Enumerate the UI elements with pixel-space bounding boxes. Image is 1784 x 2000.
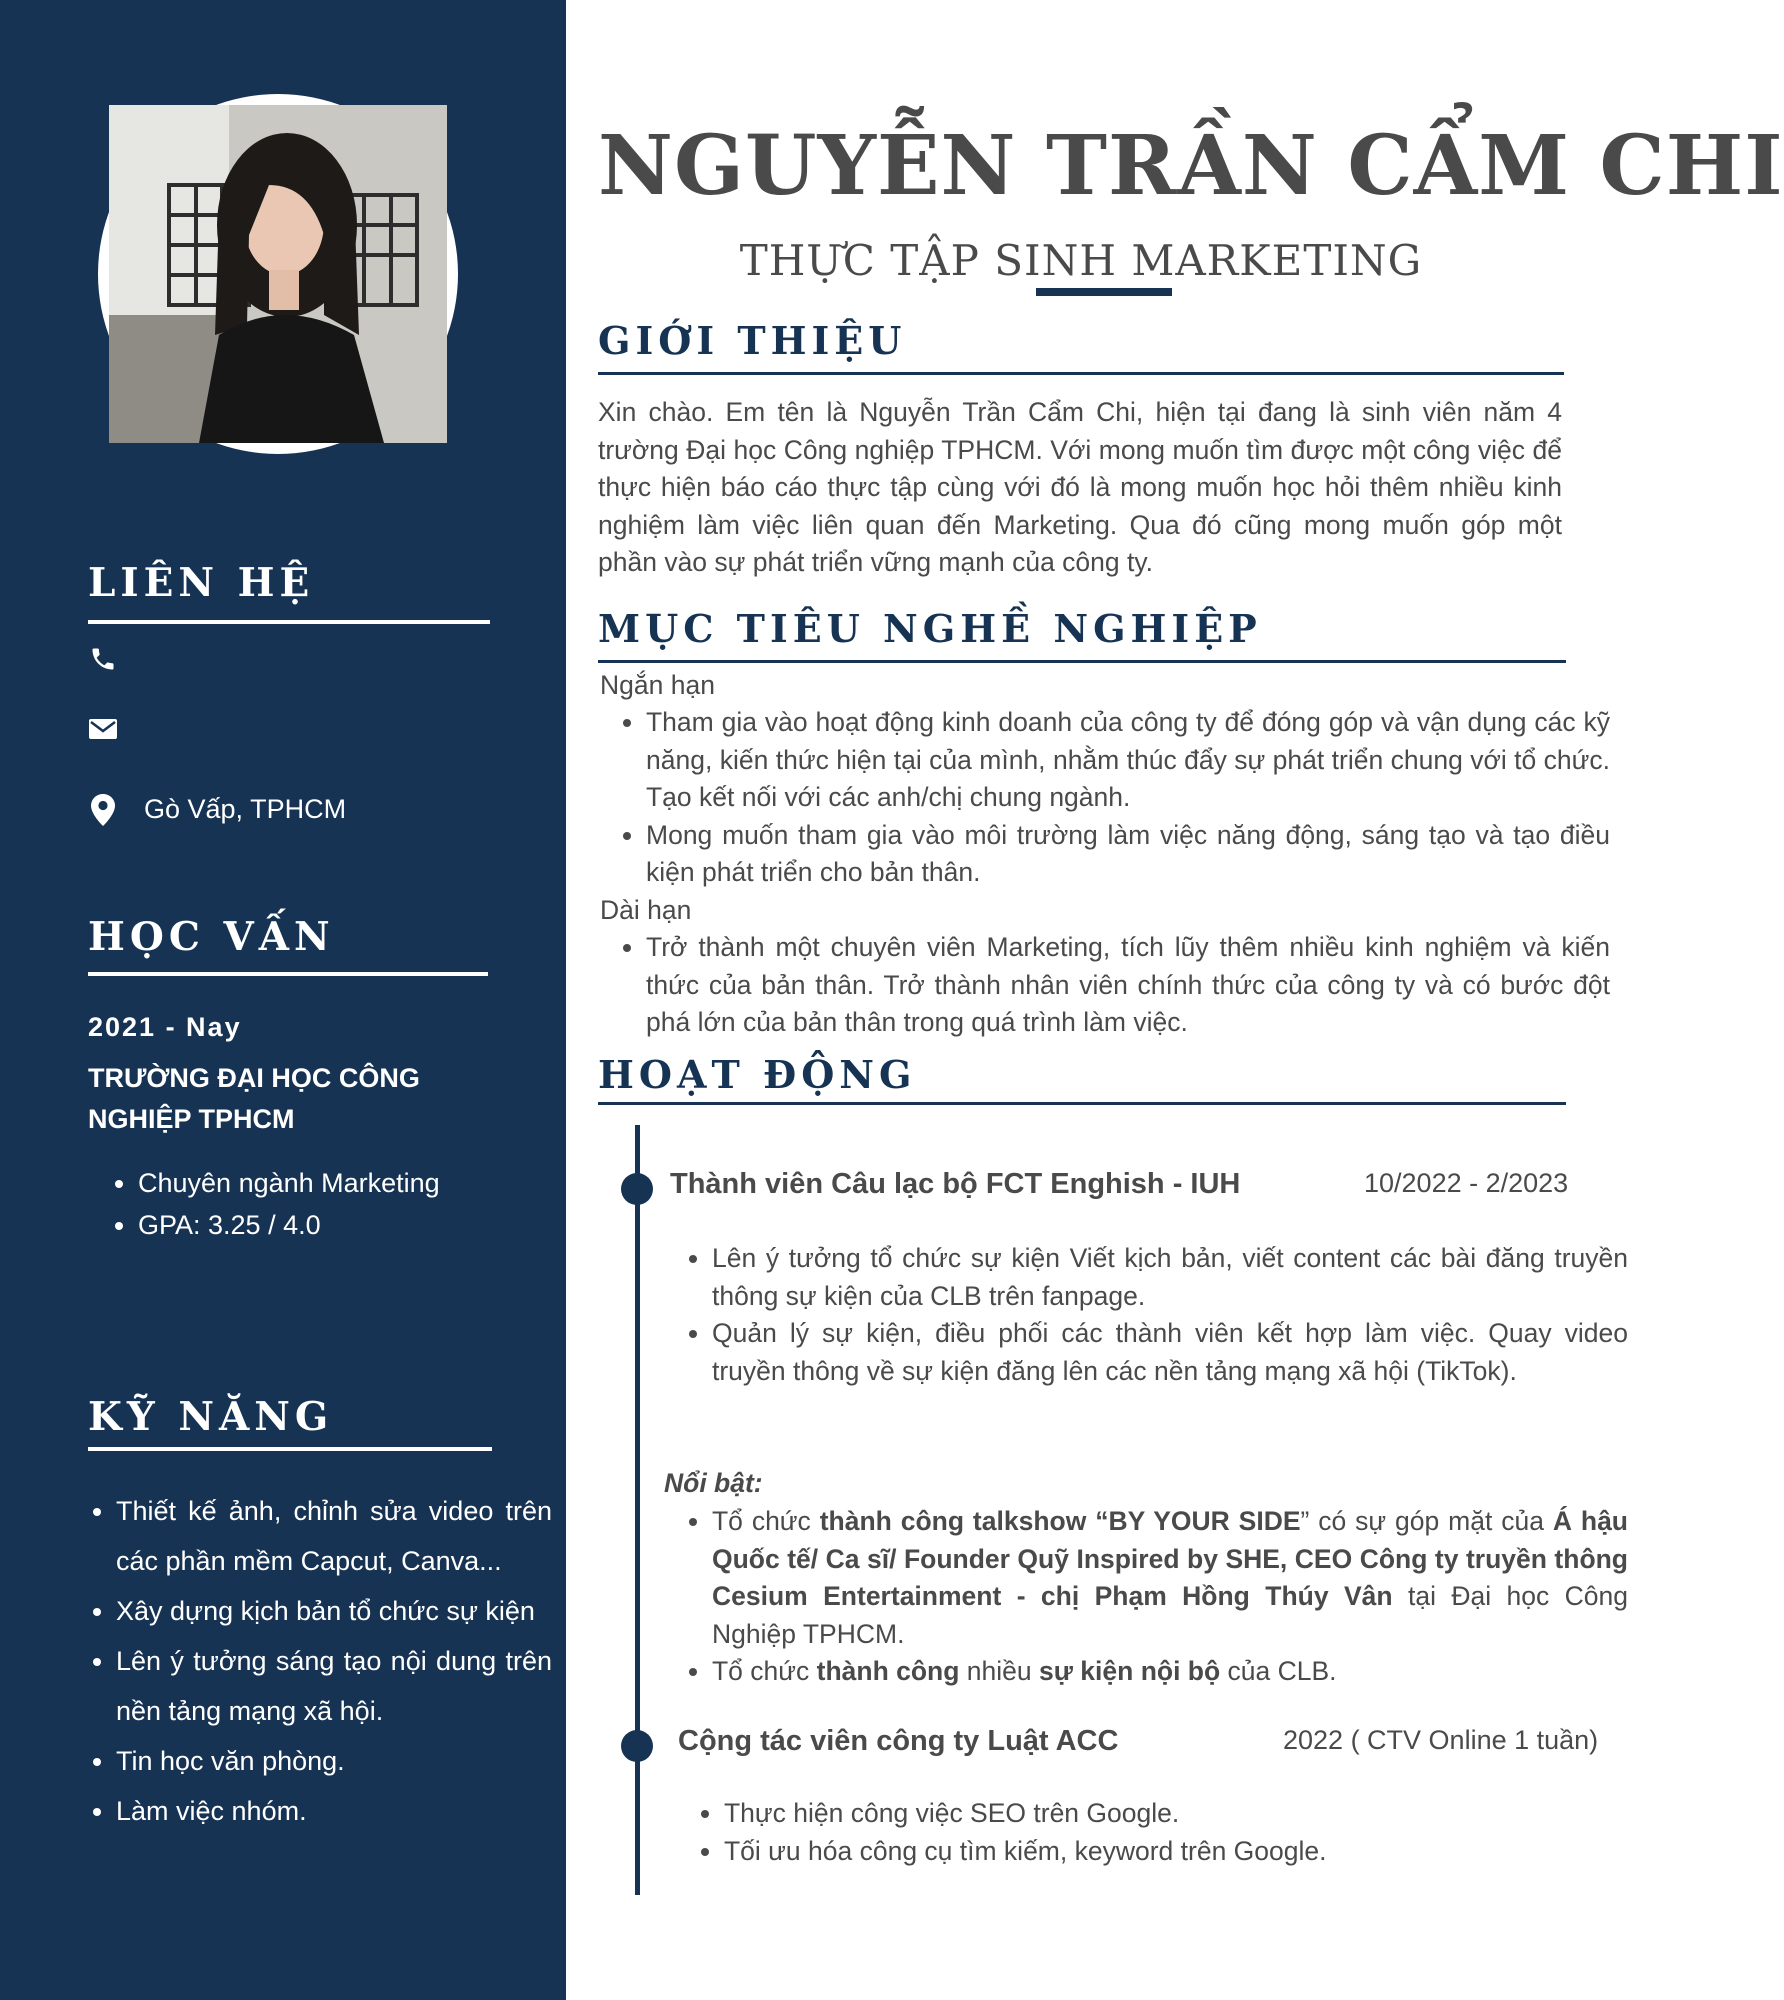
email-icon <box>88 714 118 744</box>
timeline-dot <box>621 1730 653 1762</box>
activities-divider <box>598 1102 1566 1105</box>
contact-phone-row <box>88 644 118 674</box>
activity-title: Thành viên Câu lạc bộ FCT Enghish - IUH <box>670 1168 1241 1200</box>
list-item: • Quản lý sự kiện, điều phối các thành viên kết hợp làm việc. Quay video truyền thông về sự kiện đăng lên các nền tảng mạng xã hội (TikTok). <box>712 1315 1628 1390</box>
education-details <box>88 1162 538 1246</box>
location-pin-icon <box>88 795 118 825</box>
contact-location-row <box>88 794 346 825</box>
list-item: • Làm việc nhóm. <box>116 1786 552 1836</box>
activity-date: 2022 ( CTV Online 1 tuần) <box>1283 1725 1599 1755</box>
skills-divider <box>88 1447 492 1451</box>
goals-heading: MỤC TIÊU NGHỀ NGHIỆP <box>598 606 1262 651</box>
highlight-text: Tổ chức <box>712 1656 817 1686</box>
highlight-bold-text: sự kiện nội bộ <box>1039 1656 1221 1686</box>
goals-divider <box>598 660 1566 663</box>
profile-photo-illustration <box>109 105 447 443</box>
list-item <box>712 1653 1628 1691</box>
list-item: • Tin học văn phòng. <box>116 1736 552 1786</box>
role-underline <box>1036 288 1172 296</box>
list-item: • Mong muốn tham gia vào môi trường làm việc năng động, sáng tạo và tạo điều kiện phát triển cho bản thân. <box>646 817 1610 892</box>
skills-list <box>66 1486 552 1836</box>
education-heading: HỌC VẤN <box>88 914 335 960</box>
contact-divider <box>88 620 490 624</box>
highlight-bold-text: thành công <box>816 1656 960 1686</box>
timeline-line <box>635 1125 640 1895</box>
highlight-text: nhiều <box>959 1656 1040 1686</box>
list-item: • Thực hiện công việc SEO trên Google. <box>724 1795 1624 1833</box>
intro-divider <box>598 372 1564 375</box>
highlight-text: tại Đại học Công Nghiệp TPHCM. <box>712 1581 1628 1649</box>
activity-bullets <box>666 1240 1628 1390</box>
profile-photo <box>109 105 447 443</box>
list-item: • Lên ý tưởng sáng tạo nội dung trên nền tảng mạng xã hội. <box>116 1636 552 1736</box>
short-term-goals <box>600 704 1610 892</box>
highlight-bold-text: Á hậu Quốc tế/ Ca sĩ/ Founder Quỹ Inspired by SHE, CEO Công ty truyền thông Cesium Entertainment - chị Phạm Hồng Thúy Vân <box>712 1506 1628 1611</box>
activity-date: 10/2022 - 2/2023 <box>1364 1168 1569 1198</box>
activities-heading: HOẠT ĐỘNG <box>598 1052 917 1097</box>
location-text: Gò Vấp, TPHCM <box>144 794 347 824</box>
highlight-bold-text: thành công talkshow “BY YOUR SIDE <box>819 1506 1301 1536</box>
list-item: • Chuyên ngành Marketing <box>138 1162 538 1204</box>
education-period: 2021 - Nay <box>88 1012 242 1042</box>
long-term-goals <box>600 929 1610 1042</box>
skills-heading: KỸ NĂNG <box>88 1394 334 1440</box>
intro-heading: GIỚI THIỆU <box>598 318 907 363</box>
list-item: • Lên ý tưởng tổ chức sự kiện Viết kịch bản, viết content các bài đăng truyền thông sự kiện của CLB trên fanpage. <box>712 1240 1628 1315</box>
activity-bullets <box>678 1795 1624 1870</box>
list-item: • Xây dựng kịch bản tổ chức sự kiện <box>116 1586 552 1636</box>
list-item: • Trở thành một chuyên viên Marketing, tích lũy thêm nhiều kinh nghiệm và kiến thức của bản thân. Trở thành nhân viên chính thức của công ty và có bước đột phá lớn của bản thân trong quá trình làm việc. <box>646 929 1610 1042</box>
candidate-name: NGUYỄN TRẦN CẨM CHI <box>598 118 1784 214</box>
list-item: • Thiết kế ảnh, chỉnh sửa video trên các phần mềm Capcut, Canva... <box>116 1486 552 1586</box>
contact-email-row <box>88 714 118 744</box>
timeline-dot <box>621 1173 653 1205</box>
candidate-role: THỰC TẬP SINH MARKETING <box>739 236 1423 285</box>
highlight-bullets <box>666 1503 1628 1691</box>
phone-icon <box>88 644 118 674</box>
highlight-text: Tổ chức <box>712 1506 820 1536</box>
list-item: • Tối ưu hóa công cụ tìm kiếm, keyword trên Google. <box>724 1833 1624 1871</box>
list-item: • Tham gia vào hoạt động kinh doanh của công ty để đóng góp và vận dụng các kỹ năng, kiến thức hiện tại của mình, nhằm thúc đẩy sự phát triển chung với tổ chức. Tạo kết nối với các anh/chị chung ngành. <box>646 704 1610 817</box>
intro-text: Xin chào. Em tên là Nguyễn Trần Cẩm Chi, hiện tại đang là sinh viên năm 4 trường Đại học Công nghiệp TPHCM. Với mong muốn tìm được một công việc để thực hiện báo cáo thực tập cùng với đó là mong muốn học hỏi thêm nhiều kinh nghiệm làm việc liên quan đến Marketing. Qua đó cũng mong muốn góp một phần vào sự phát triển vững mạnh của công ty. <box>598 397 1562 577</box>
list-item <box>712 1503 1628 1653</box>
highlight-text: của CLB. <box>1220 1656 1337 1686</box>
highlight-text: ” có sự góp mặt của <box>1300 1506 1553 1536</box>
short-term-label: Ngắn hạn <box>600 670 715 700</box>
activity-title: Cộng tác viên công ty Luật ACC <box>678 1725 1119 1757</box>
long-term-label: Dài hạn <box>600 895 692 925</box>
contact-heading: LIÊN HỆ <box>88 560 315 606</box>
education-school: TRƯỜNG ĐẠI HỌC CÔNG NGHIỆP TPHCM <box>88 1063 420 1134</box>
profile-photo-frame <box>98 94 458 454</box>
list-item: • GPA: 3.25 / 4.0 <box>138 1204 538 1246</box>
sidebar <box>0 0 566 2000</box>
highlight-label: Nổi bật: <box>664 1468 763 1498</box>
education-divider <box>88 972 488 976</box>
